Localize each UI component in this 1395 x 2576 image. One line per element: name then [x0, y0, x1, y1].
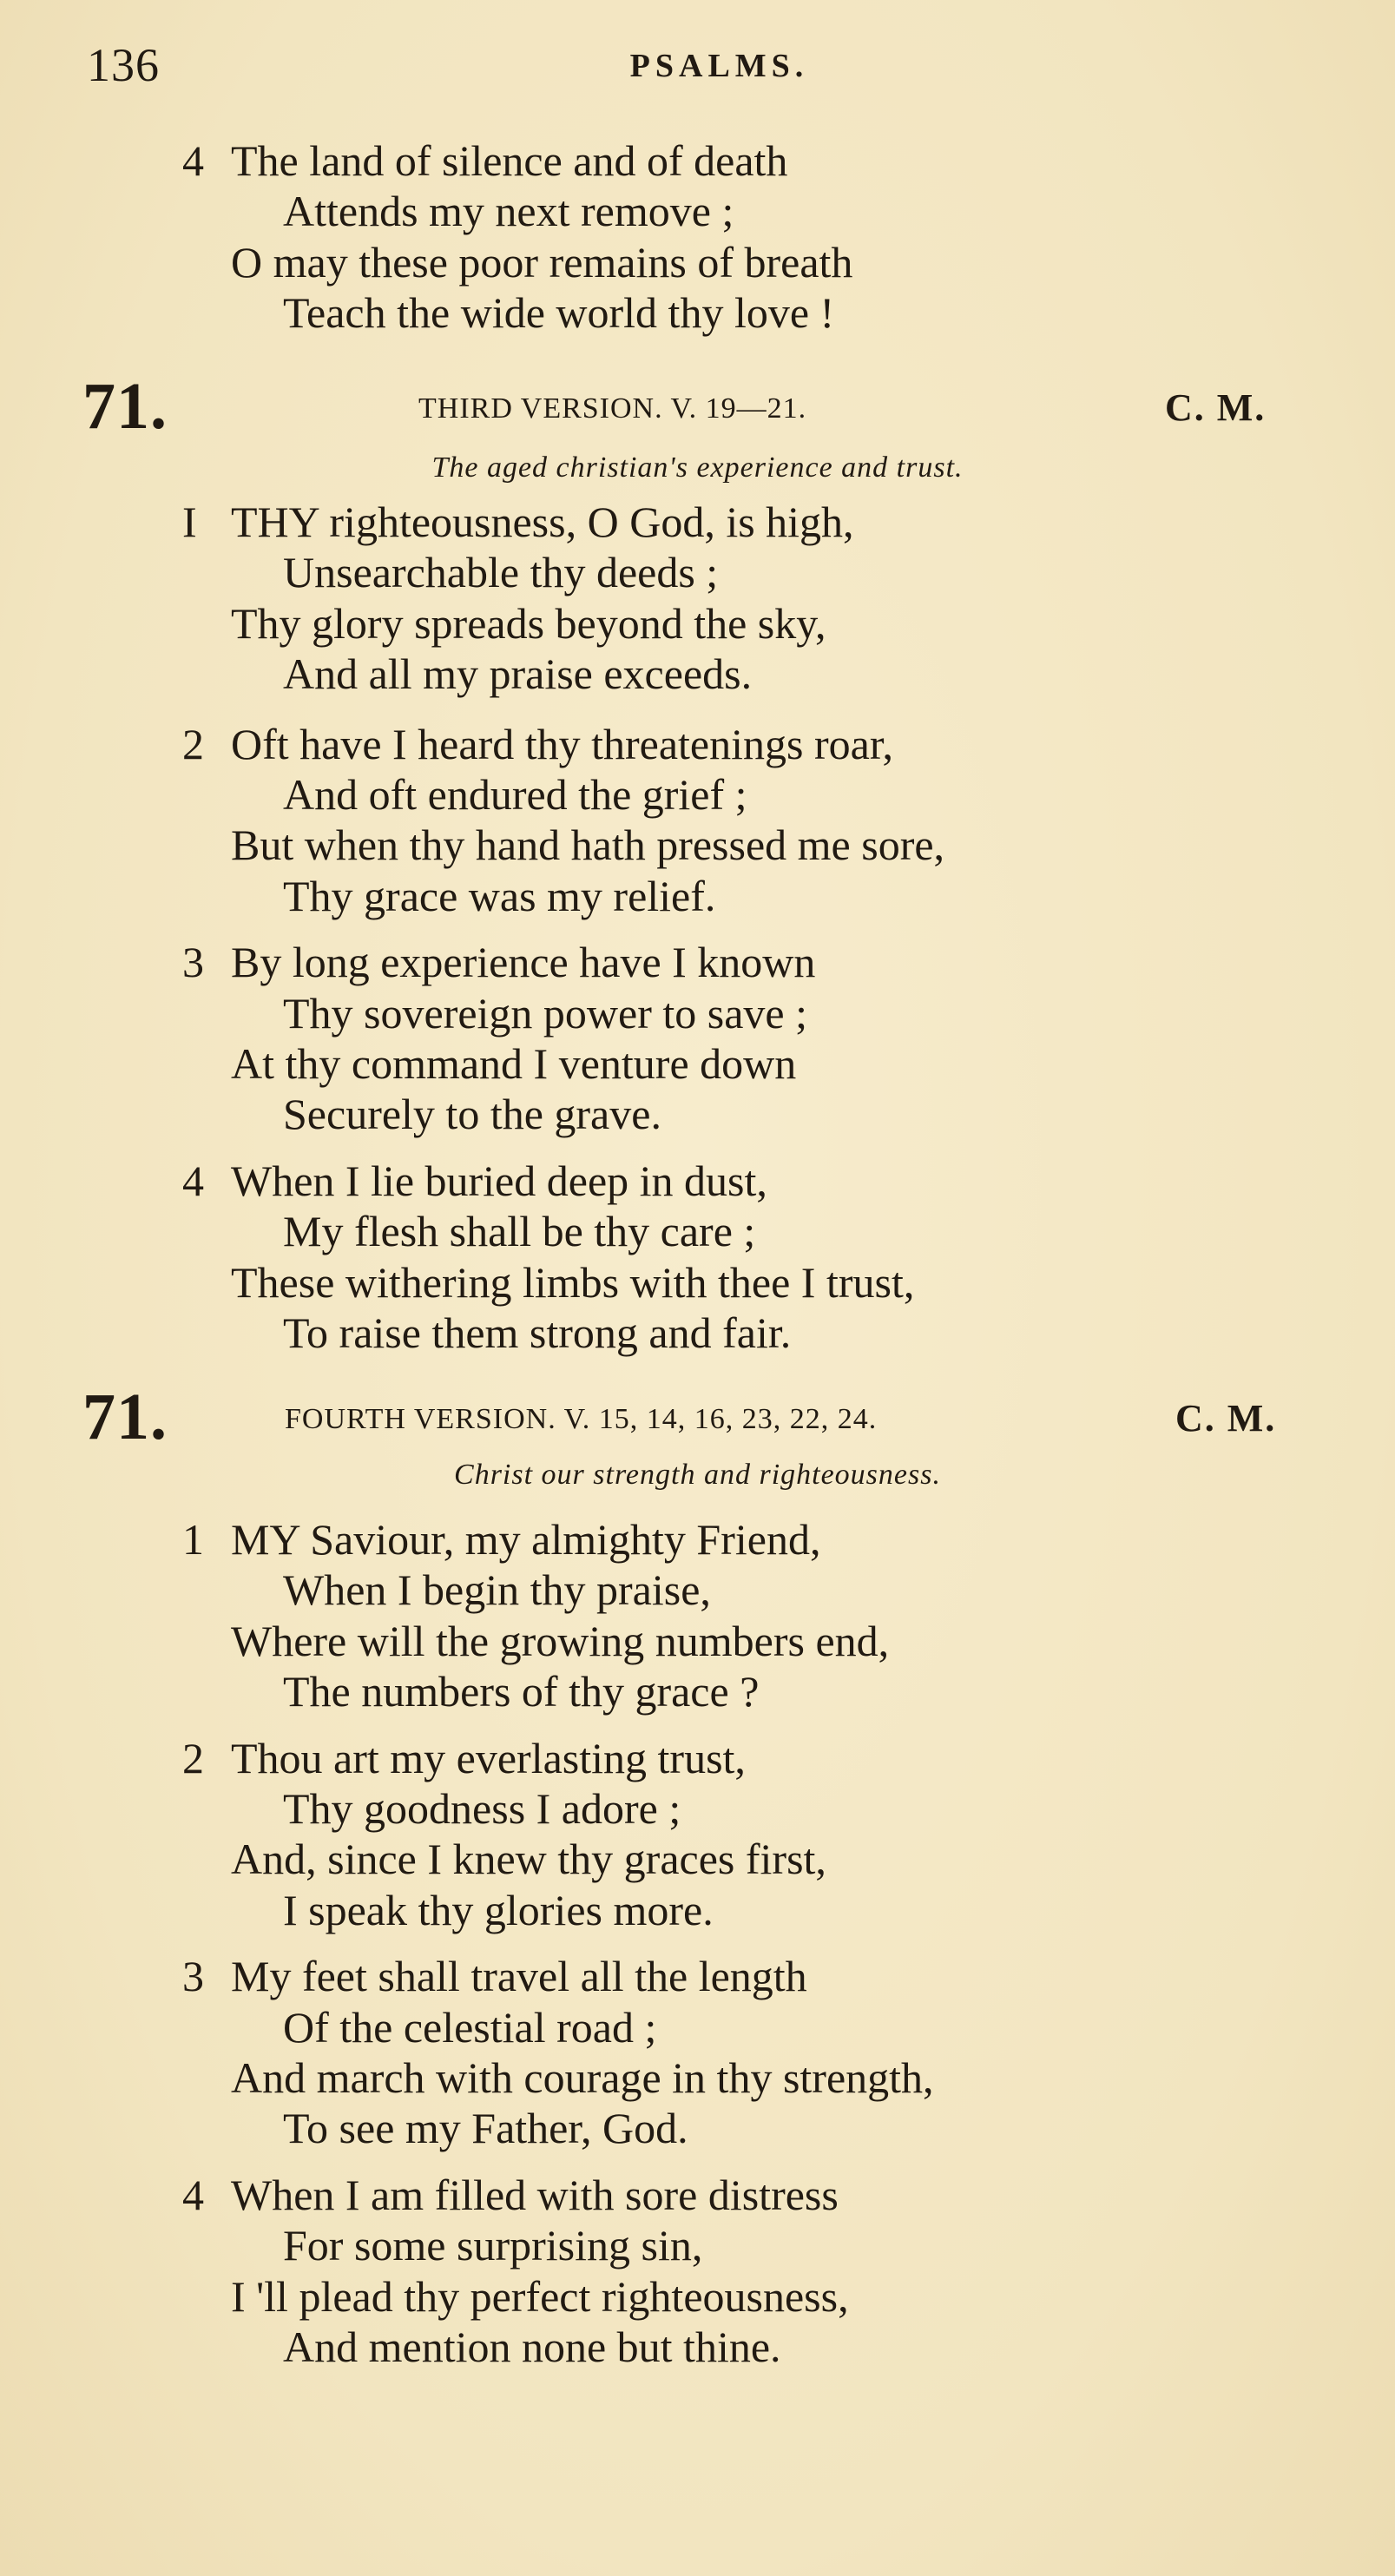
hymn-number: 71. [82, 370, 168, 443]
hymn-heading-third-version [0, 370, 1395, 443]
verse [0, 719, 1395, 922]
verse-line: And march with courage in thy strength, [231, 2053, 934, 2103]
meter-label: C. M. [1175, 1397, 1277, 1440]
verse-line: When I lie buried deep in dust, [231, 1156, 767, 1205]
verse-line: Thou art my everlasting trust, [231, 1733, 746, 1782]
verse-line: The land of silence and of death [231, 136, 788, 185]
running-title: PSALMS. [629, 48, 809, 84]
verse-number: 4 [182, 136, 204, 185]
verse-line: My feet shall travel all the length [231, 1952, 807, 2001]
verse-line: Thy glory spreads beyond the sky, [231, 598, 826, 648]
verse-line: O may these poor remains of breath [231, 237, 853, 287]
verse-line: To see my Father, God. [283, 2104, 688, 2153]
verse-line: But when thy hand hath pressed me sore, [231, 820, 945, 870]
verse [0, 1733, 1395, 1936]
verse [0, 2170, 1395, 2373]
verse-line: When I begin thy praise, [283, 1565, 711, 1615]
verse-line: I speak thy glories more. [283, 1885, 714, 1934]
verse-line: Oft have I heard thy threatenings roar, [231, 719, 893, 768]
verse-line: For some surprising sin, [283, 2221, 703, 2270]
verse [0, 1514, 1395, 1717]
page-header [87, 35, 1308, 96]
verse [0, 497, 1395, 700]
version-title: FOURTH VERSION. V. 15, 14, 16, 23, 22, 24. [285, 1403, 878, 1435]
version-title: THIRD VERSION. V. 19—21. [418, 392, 807, 425]
verse [0, 135, 1395, 339]
verse-line: And oft endured the grief ; [283, 770, 747, 820]
verse-number: 2 [182, 1733, 204, 1782]
verse-line: At thy command I venture down [231, 1039, 797, 1089]
verse-line: By long experience have I known [231, 938, 816, 987]
continued-hymn [0, 135, 1395, 339]
verse-number: 4 [182, 1156, 204, 1205]
verse-line: To raise them strong and fair. [283, 1308, 792, 1358]
verse [0, 937, 1395, 1140]
verse-line: And mention none but thine. [283, 2322, 781, 2372]
verse-number: 3 [182, 938, 204, 987]
page-number: 136 [87, 39, 160, 91]
meter-label: C. M. [1165, 386, 1267, 429]
hymn-subtitle: The aged christian's experience and trust. [431, 451, 964, 484]
verse-number: 2 [182, 719, 204, 768]
verse-line: Where will the growing numbers end, [231, 1616, 890, 1665]
verse-number: 1 [182, 1515, 204, 1564]
verse-line: Securely to the grave. [283, 1090, 661, 1139]
hymn-third-verses [0, 497, 1395, 1359]
verse-line: Thy sovereign power to save ; [283, 988, 808, 1038]
verse-number: I [182, 497, 197, 546]
verse-line: Thy grace was my relief. [283, 871, 716, 920]
hymn-number: 71. [82, 1380, 168, 1453]
hymn-fourth-verses [0, 1514, 1395, 2373]
hymn-heading-fourth-version [0, 1380, 1395, 1453]
verse-line: And all my praise exceeds. [283, 649, 753, 699]
verse-line: I 'll plead thy perfect righteousness, [231, 2271, 849, 2321]
verse [0, 1951, 1395, 2154]
verse-number: 3 [182, 1952, 204, 2001]
verse-line: Unsearchable thy deeds ; [283, 548, 719, 597]
verse-line: And, since I knew thy graces first, [231, 1835, 826, 1884]
verse-line: These withering limbs with thee I trust, [231, 1257, 915, 1307]
verse-line: Of the celestial road ; [283, 2002, 657, 2052]
hymn-subtitle: Christ our strength and righteousness. [454, 1459, 941, 1491]
verse-line: Thy goodness I adore ; [283, 1784, 681, 1834]
verse-line: My flesh shall be thy care ; [283, 1207, 756, 1256]
verse-line: MY Saviour, my almighty Friend, [231, 1515, 821, 1564]
verse-number: 4 [182, 2170, 204, 2219]
verse-line: Attends my next remove ; [283, 187, 734, 236]
verse-line: The numbers of thy grace ? [283, 1667, 760, 1716]
verse-line: When I am filled with sore distress [231, 2170, 839, 2219]
verse [0, 1156, 1395, 1359]
verse-line: Teach the wide world thy love ! [283, 288, 835, 338]
verse-line: THY righteousness, O God, is high, [231, 497, 854, 546]
